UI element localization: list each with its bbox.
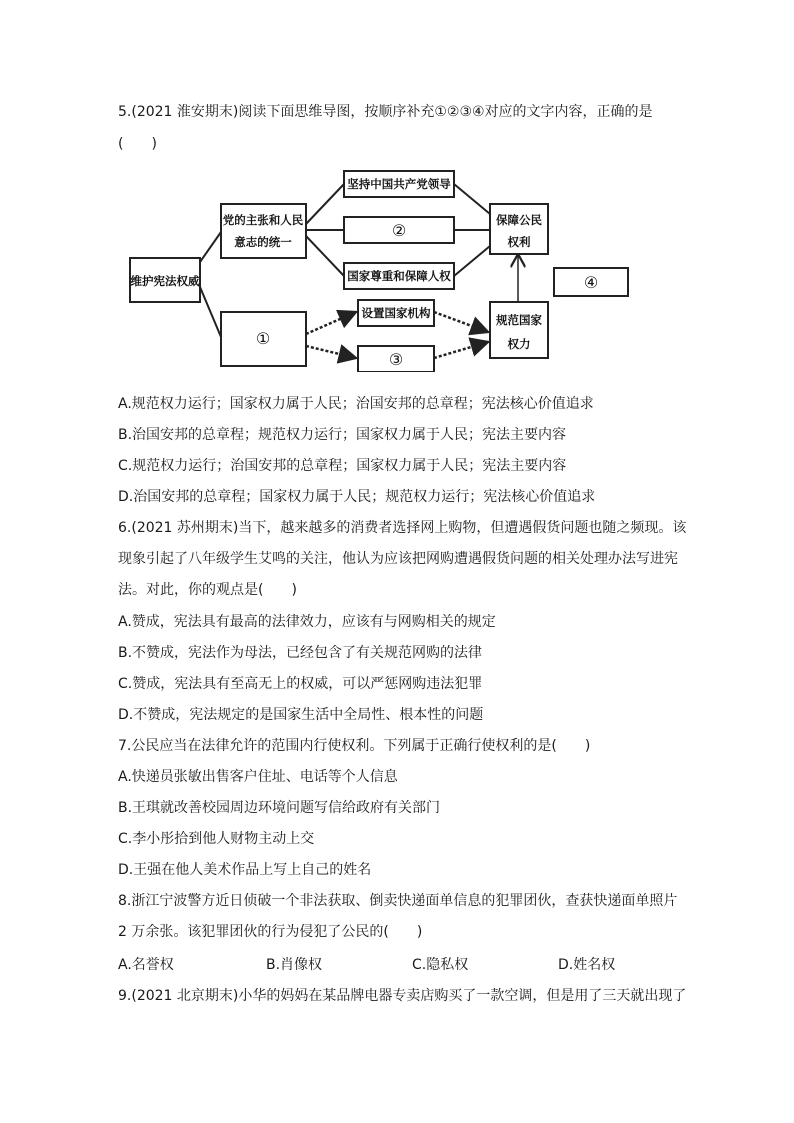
connector-a3 <box>306 236 344 276</box>
q5-stem-line1: 5.(2021 淮安期末)阅读下面思维导图，按顺序补充①②③④对应的文字内容，正确的是 <box>118 104 653 120</box>
connector-b3 <box>454 246 490 276</box>
blank2-label: ② <box>391 221 407 240</box>
q6-option-a[interactable]: A.赞成，宪法具有最高的法律效力，应该有与网购相关的规定 <box>118 614 496 630</box>
top-mid-label-2: 意志的统一 <box>234 235 292 249</box>
mind-map-diagram <box>118 162 638 372</box>
right-top-label-2: 权利 <box>507 235 531 249</box>
connector-a1 <box>306 184 344 224</box>
arrow-d1 <box>434 312 488 332</box>
q6-stem-line3: 法。对此，你的观点是( ) <box>118 582 297 598</box>
q8-option-a[interactable]: A.名誉权 <box>118 957 174 973</box>
q7-option-c[interactable]: C.李小彤拾到他人财物主动上交 <box>118 831 315 847</box>
q7-option-a[interactable]: A.快递员张敏出售客户住址、电话等个人信息 <box>118 769 398 785</box>
r1-label: 坚持中国共产党领导 <box>347 177 451 191</box>
q8-stem-line1: 8.浙江宁波警方近日侦破一个非法获取、倒卖快递面单信息的犯罪团伙，查获快递面单照片 <box>118 893 678 909</box>
arrow-d2 <box>434 342 488 358</box>
q6-stem-line1: 6.(2021 苏州期末)当下，越来越多的消费者选择网上购物，但遭遇假货问题也随之频现。该 <box>118 520 687 536</box>
right-top-label-1: 保障公民 <box>496 213 542 227</box>
q7-option-d[interactable]: D.王强在他人美术作品上写上自己的姓名 <box>118 862 372 878</box>
r4-label: 设置国家机构 <box>361 306 431 320</box>
q6-option-b[interactable]: B.不赞成，宪法作为母法，已经包含了有关规范网购的法律 <box>118 645 483 661</box>
connector-root-top <box>200 232 221 262</box>
q6-option-d[interactable]: D.不赞成，宪法规定的是国家生活中全局性、根本性的问题 <box>118 707 484 723</box>
r3-label: 国家尊重和保障人权 <box>347 269 451 283</box>
root-label: 维护宪法权威 <box>130 274 200 288</box>
connector-b1 <box>454 184 490 214</box>
q8-option-b[interactable]: B.肖像权 <box>266 957 323 973</box>
q5-option-b[interactable]: B.治国安邦的总章程；规范权力运行；国家权力属于人民；宪法主要内容 <box>118 427 567 443</box>
q8-option-d[interactable]: D.姓名权 <box>558 957 616 973</box>
q7-option-b[interactable]: B.王琪就改善校园周边环境问题写信给政府有关部门 <box>118 800 441 816</box>
arrow-c2 <box>306 346 356 358</box>
q8-option-c[interactable]: C.隐私权 <box>412 957 469 973</box>
blank1-label: ① <box>255 329 271 348</box>
q6-stem-line2: 现象引起了八年级学生艾鸣的关注，他认为应该把网购遭遇假货问题的相关处理办法写进宪 <box>118 551 678 567</box>
blank4-label: ④ <box>583 273 599 292</box>
q5-option-a[interactable]: A.规范权力运行；国家权力属于人民；治国安邦的总章程；宪法核心价值追求 <box>118 396 594 412</box>
q5-option-d[interactable]: D.治国安邦的总章程；国家权力属于人民；规范权力运行；宪法核心价值追求 <box>118 489 596 505</box>
right-bottom-label-1: 规范国家 <box>496 313 542 327</box>
q7-stem: 7.公民应当在法律允许的范围内行使权利。下列属于正确行使权利的是( ) <box>118 738 591 754</box>
q5-option-c[interactable]: C.规范权力运行；治国安邦的总章程；国家权力属于人民；宪法主要内容 <box>118 458 567 474</box>
q5-stem-line2: ( ) <box>118 136 157 152</box>
blank3-label: ③ <box>388 350 404 369</box>
arrow-c1 <box>306 312 356 334</box>
q8-stem-line2: 2 万余张。该犯罪团伙的行为侵犯了公民的( ) <box>118 924 423 940</box>
q9-stem-line1: 9.(2021 北京期末)小华的妈妈在某品牌电器专卖店购买了一款空调，但是用了三天就出现了 <box>118 988 687 1004</box>
q6-option-c[interactable]: C.赞成，宪法具有至高无上的权威，可以严惩网购违法犯罪 <box>118 676 483 692</box>
top-mid-label-1: 党的主张和人民 <box>222 213 304 227</box>
connector-root-bottom <box>200 287 221 337</box>
right-bottom-label-2: 权力 <box>507 337 531 351</box>
